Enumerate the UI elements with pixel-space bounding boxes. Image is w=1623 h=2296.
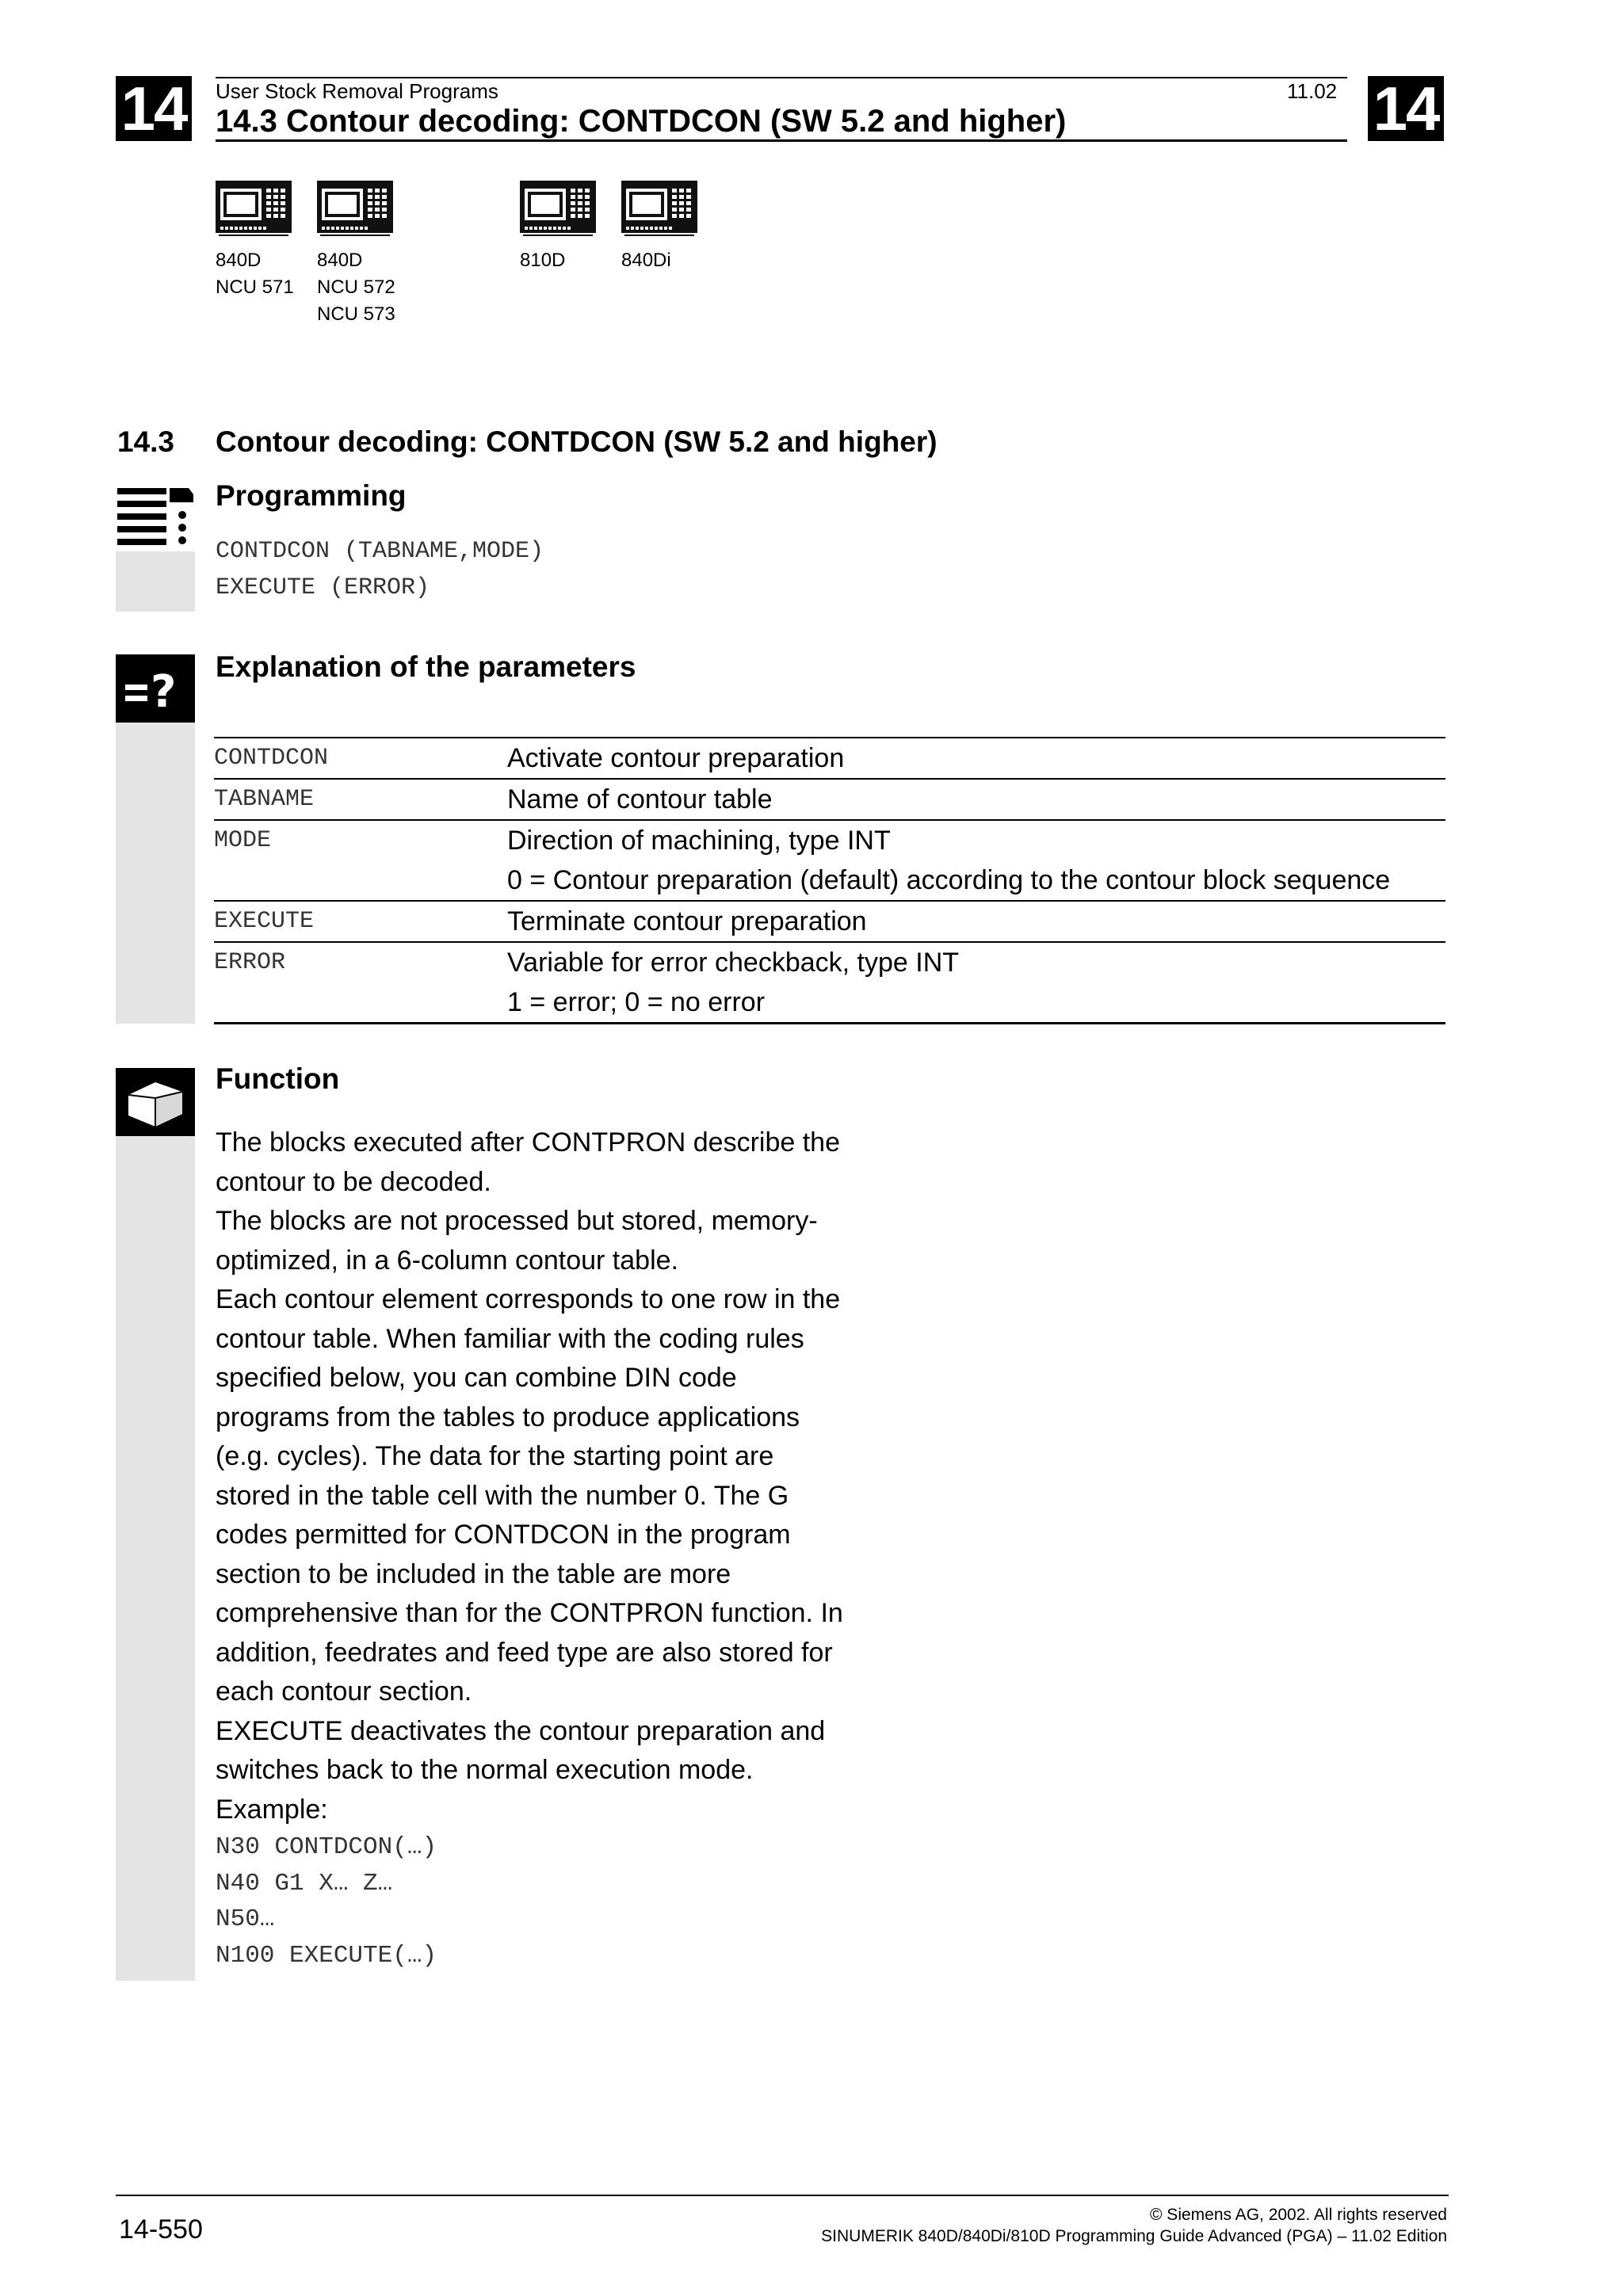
page-number: 14-550 bbox=[119, 2214, 203, 2245]
parameter-row bbox=[214, 779, 1445, 820]
control-label-line: NCU 571 bbox=[216, 277, 294, 298]
parameter-table bbox=[214, 737, 1445, 1024]
function-text-line: each contour section. bbox=[216, 1676, 472, 1707]
control-label-line: 810D bbox=[520, 250, 566, 271]
parameter-row bbox=[214, 820, 1445, 901]
parameter-row bbox=[214, 738, 1445, 779]
manual-title: SINUMERIK 840D/840Di/810D Programming Guide Advanced (PGA) – 11.02 Edition bbox=[821, 2227, 1447, 2245]
copyright: © Siemens AG, 2002. All rights reserved bbox=[1150, 2206, 1447, 2224]
parameter-row bbox=[214, 942, 1445, 1024]
control-label bbox=[621, 247, 671, 274]
function-text-line: optimized, in a 6-column contour table. bbox=[216, 1245, 678, 1276]
function-text-line: The blocks are not processed but stored, memory- bbox=[216, 1206, 818, 1236]
function-text-line: EXECUTE deactivates the contour preparation and bbox=[216, 1715, 826, 1746]
section-title: Contour decoding: CONTDCON (SW 5.2 and higher) bbox=[216, 425, 938, 458]
description-line: 1 = error; 0 = no error bbox=[507, 987, 766, 1017]
parameter-name: TABNAME bbox=[214, 786, 315, 813]
function-text-line: contour table. When familiar with the coding rules bbox=[216, 1323, 804, 1354]
control-label-line: NCU 572 bbox=[317, 277, 395, 298]
parameter-description bbox=[507, 942, 1445, 1024]
code-line: N100 EXECUTE(…) bbox=[216, 1941, 437, 1970]
programming-heading: Programming bbox=[216, 479, 407, 512]
parameter-description bbox=[507, 738, 1445, 779]
chapter-badge-right: 14 bbox=[1368, 76, 1444, 141]
page-title: 14.3 Contour decoding: CONTDCON (SW 5.2 and higher) bbox=[216, 104, 1067, 139]
header-rule-top bbox=[216, 77, 1347, 78]
function-text-line: section to be included in the table are more bbox=[216, 1558, 731, 1589]
code-line: EXECUTE (ERROR) bbox=[216, 574, 430, 601]
description-line: Name of contour table bbox=[507, 784, 773, 814]
description-line: 0 = Contour preparation (default) according to the contour block sequence bbox=[507, 865, 1391, 895]
parameter-description bbox=[507, 820, 1445, 901]
control-panel-icon bbox=[216, 181, 292, 241]
parameter-name: EXECUTE bbox=[214, 908, 315, 935]
function-text-line: Example: bbox=[216, 1794, 328, 1825]
function-sidebar bbox=[116, 1068, 195, 1981]
function-text-line: stored in the table cell with the number 0. The G bbox=[216, 1480, 789, 1511]
parameter-name: ERROR bbox=[214, 949, 286, 976]
parameter-row bbox=[214, 901, 1445, 942]
code-line: N50… bbox=[216, 1905, 275, 1933]
parameter-description bbox=[507, 901, 1445, 942]
section-number: 14.3 bbox=[117, 425, 175, 458]
explanation-icon bbox=[116, 654, 195, 723]
parameter-description bbox=[507, 779, 1445, 820]
code-line: CONTDCON (TABNAME,MODE) bbox=[216, 538, 544, 565]
function-text-line: programs from the tables to produce applications bbox=[216, 1402, 800, 1432]
code-line: N40 G1 X… Z… bbox=[216, 1869, 393, 1897]
control-label-line: 840Di bbox=[621, 250, 671, 271]
function-text-line: Each contour element corresponds to one row in the bbox=[216, 1284, 841, 1314]
control-label bbox=[317, 247, 395, 328]
control-label bbox=[216, 247, 294, 301]
function-body bbox=[216, 1123, 929, 1974]
function-text-line: contour to be decoded. bbox=[216, 1166, 491, 1197]
function-icon bbox=[116, 1068, 195, 1136]
programming-code bbox=[216, 533, 544, 606]
parameter-name: MODE bbox=[214, 827, 272, 854]
description-line: Terminate contour preparation bbox=[507, 906, 867, 936]
control-panel-icon bbox=[317, 181, 393, 241]
control-label-line: 840D bbox=[317, 250, 363, 271]
programming-icon bbox=[116, 483, 195, 551]
function-text-line: (e.g. cycles). The data for the starting point are bbox=[216, 1441, 774, 1471]
parameter-name: CONTDCON bbox=[214, 745, 329, 772]
example-code bbox=[216, 1829, 929, 1974]
control-label-line: 840D bbox=[216, 250, 262, 271]
footer-rule bbox=[116, 2195, 1449, 2196]
svg-text:?: ? bbox=[151, 666, 177, 718]
chapter-badge-left: 14 bbox=[116, 76, 192, 141]
control-label-line: NCU 573 bbox=[317, 303, 395, 325]
control-panel-icon bbox=[621, 181, 697, 241]
function-text-line: specified below, you can combine DIN code bbox=[216, 1363, 737, 1393]
parameters-heading: Explanation of the parameters bbox=[216, 650, 636, 683]
description-line: Variable for error checkback, type INT bbox=[507, 948, 960, 978]
description-line: Activate contour preparation bbox=[507, 743, 845, 773]
edition-label: 11.02 bbox=[1287, 79, 1338, 103]
function-text-line: switches back to the normal execution mode. bbox=[216, 1755, 754, 1785]
function-heading: Function bbox=[216, 1062, 340, 1095]
function-text-line: The blocks executed after CONTPRON describe the bbox=[216, 1127, 840, 1158]
function-text-line: addition, feedrates and feed type are also stored for bbox=[216, 1637, 833, 1668]
control-panel-icon bbox=[520, 181, 596, 241]
function-text-line: comprehensive than for the CONTPRON function. In bbox=[216, 1598, 843, 1628]
header-rule-bottom bbox=[216, 139, 1347, 142]
control-label bbox=[520, 247, 565, 274]
function-text-line: codes permitted for CONTDCON in the program bbox=[216, 1520, 791, 1550]
description-line: Direction of machining, type INT bbox=[507, 826, 891, 856]
code-line: N30 CONTDCON(…) bbox=[216, 1833, 437, 1861]
running-title: User Stock Removal Programs bbox=[216, 79, 498, 103]
